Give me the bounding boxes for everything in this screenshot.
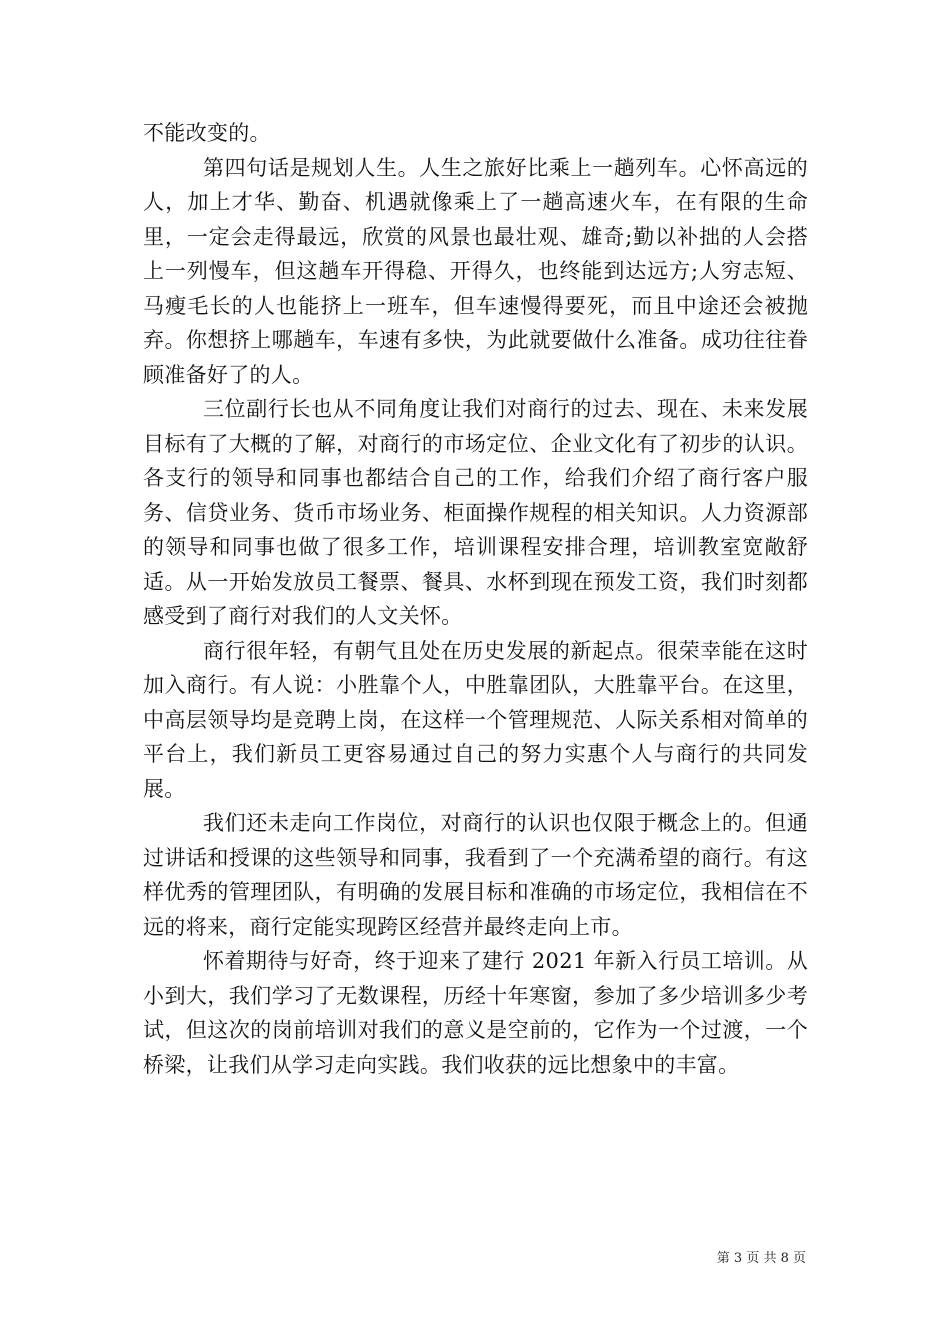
page-number-footer: 第 3 页 共 8 页 [716,1251,806,1266]
document-body [143,116,808,1082]
paragraph-2: 第四句话是规划人生。人生之旅好比乘上一趟列车。心怀高远的人，加上才华、勤奋、机遇就像乘上了一趟高速火车，在有限的生命里，一定会走得最远，欣赏的风景也最壮观、雄奇;勤以补拙的人会搭上一列慢车，但这趟车开得稳、开得久，也终能到达远方;人穷志短、马瘦毛长的人也能挤上一班车，但车速慢得要死，而且中途还会被抛弃。你想挤上哪趟车，车速有多快，为此就要做什么准备。成功往往眷顾准备好了的人。 [143,155,808,387]
paragraph-1: 不能改变的。 [143,121,271,145]
paragraph-4: 商行很年轻，有朝气且处在历史发展的新起点。很荣幸能在这时加入商行。有人说：小胜靠个人，中胜靠团队，大胜靠平台。在这里，中高层领导均是竞聘上岗，在这样一个管理规范、人际关系相对简单的平台上，我们新员工更容易通过自己的努力实惠个人与商行的共同发展。 [143,638,808,801]
paragraph-3: 三位副行长也从不同角度让我们对商行的过去、现在、未来发展目标有了大概的了解，对商行的市场定位、企业文化有了初步的认识。各支行的领导和同事也都结合自己的工作，给我们介绍了商行客户服务、信贷业务、货币市场业务、柜面操作规程的相关知识。人力资源部的领导和同事也做了很多工作，培训课程安排合理，培训教室宽敞舒适。从一开始发放员工餐票、餐具、水杯到现在预发工资，我们时刻都感受到了商行对我们的人文关怀。 [143,397,808,628]
paragraph-5: 我们还未走向工作岗位，对商行的认识也仅限于概念上的。但通过讲话和授课的这些领导和同事，我看到了一个充满希望的商行。有这样优秀的管理团队，有明确的发展目标和准确的市场定位，我相信在不远的将来，商行定能实现跨区经营并最终走向上市。 [143,811,808,939]
paragraph-6: 怀着期待与好奇，终于迎来了建行 2021 年新入行员工培训。从小到大，我们学习了无数课程，历经十年寒窗，参加了多少培训多少考试，但这次的岗前培训对我们的意义是空前的，它作为一个过渡，一个桥梁，让我们从学习走向实践。我们收获的远比想象中的丰富。 [143,949,808,1077]
